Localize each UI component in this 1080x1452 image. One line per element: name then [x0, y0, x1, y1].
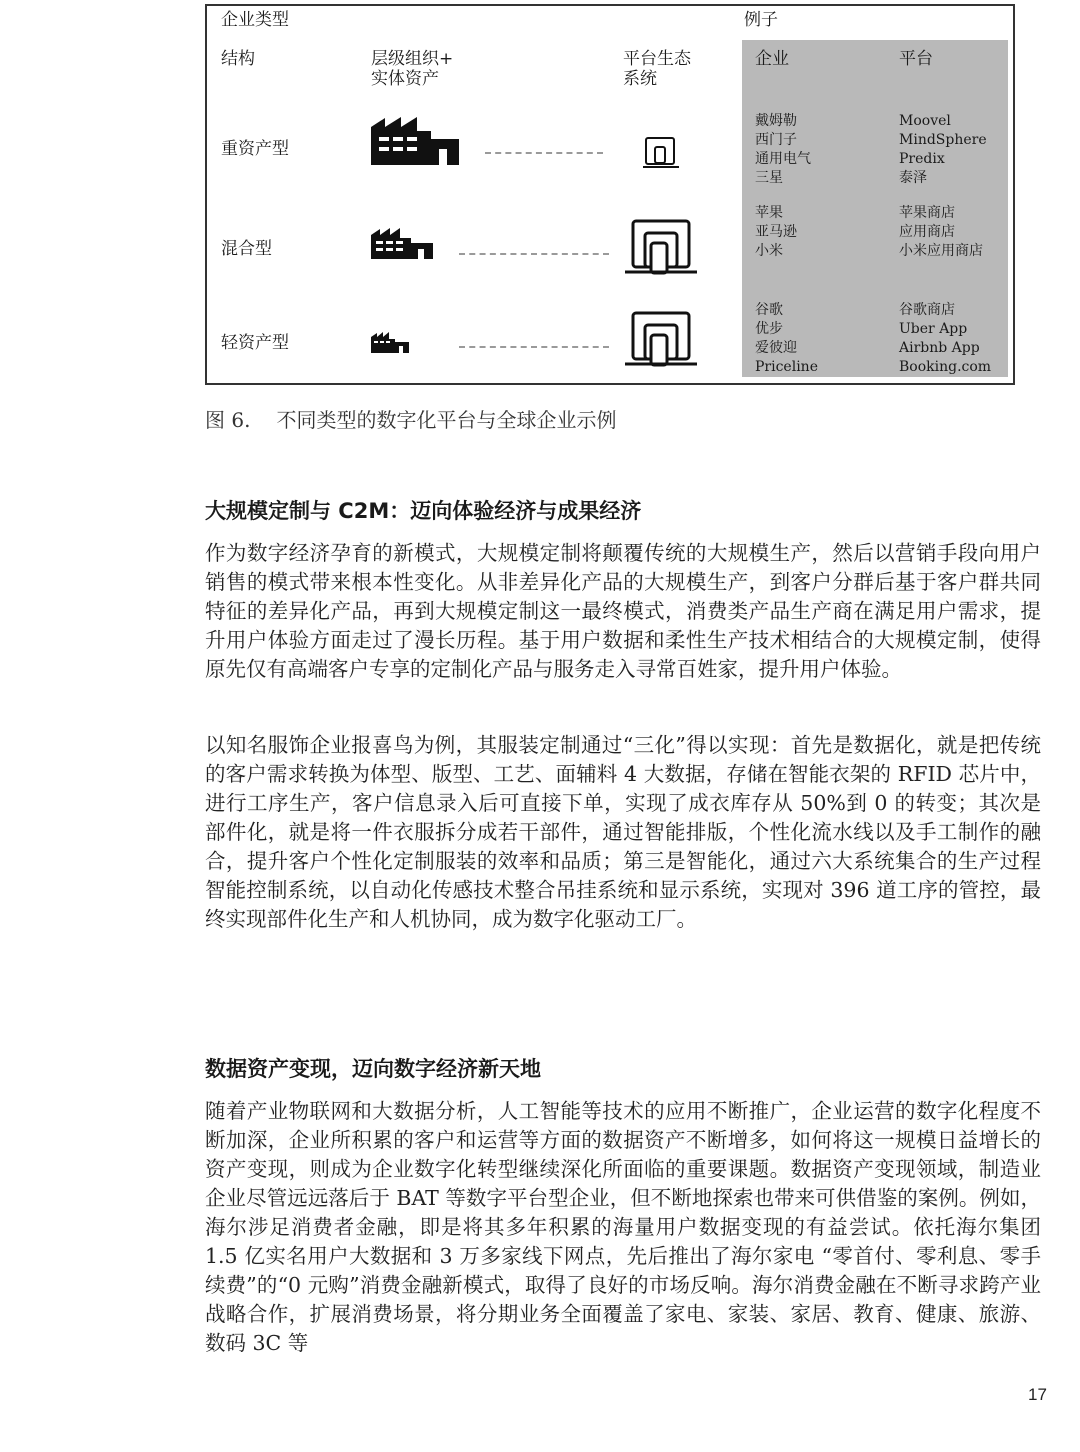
factory-icon [371, 331, 409, 353]
row-connector-dashes [459, 346, 609, 348]
examples-header: 例子 [744, 10, 778, 30]
devices-icon [625, 311, 697, 369]
platforms-hybrid: 苹果商店 应用商店 小米应用商店 [899, 205, 983, 259]
platforms-heavy: Moovel MindSphere Predix 泰泽 [899, 113, 987, 186]
companies-heavy: 戴姆勒 西门子 通用电气 三星 [755, 113, 811, 186]
devices-icon [625, 219, 697, 277]
ecosystem-column-header: 平台生态 系统 [623, 49, 691, 89]
figure-6 [205, 4, 1015, 385]
paragraph: 以知名服饰企业报喜鸟为例，其服装定制通过“三化”得以实现：首先是数据化，就是把传统的客户需求转换为体型、版型、工艺、面辅料 4 大数据，存储在智能衣架的 RFID 芯片中，进行工序生产，客户信息录入后可直接下单，实现了成衣库存从 50%到 0 的转变；其次是部件化，就是将一件衣服拆分成若干部件，通过智能排版，个性化流水线以及手工制作的融合，提升客户个性化定制服装的效率和品质；第三是智能化，通过六大系统集合的生产过程智能控制系统，以自动化传感技术整合吊挂系统和显示系统，实现对 396 道工序的管控，最终实现部件化生产和人机协同，成为数字化驱动工厂。 [205, 733, 1041, 931]
factory-icon [371, 227, 433, 259]
caption-text: 不同类型的数字化平台与全球企业示例 [276, 408, 617, 432]
caption-number: 图 6. [205, 408, 251, 432]
tablet-icon [643, 136, 681, 170]
hierarchical-column-header: 层级组织+ 实体资产 [371, 49, 454, 89]
platform-column-header: 平台 [899, 49, 933, 69]
paragraph: 作为数字经济孕育的新模式，大规模定制将颠覆传统的大规模生产，然后以营销手段向用户销售的模式带来根本性变化。从非差异化产品的大规模生产，到客户分群后基于客户群共同特征的差异化产品，再到大规模定制这一最终模式，消费类产品生产商在满足用户需求，提升用户体验方面走过了漫长历程。基于用户数据和柔性生产技术相结合的大规模定制，使得原先仅有高端客户专享的定制化产品与服务走入寻常百姓家，提升用户体验。 [205, 541, 1041, 681]
company-column-header: 企业 [755, 49, 789, 69]
factory-icon [371, 115, 459, 165]
platforms-light: 谷歌商店 Uber App Airbnb App Booking.com [899, 302, 992, 375]
structure-column-header: 结构 [221, 49, 255, 69]
companies-light: 谷歌 优步 爱彼迎 Priceline [755, 302, 818, 375]
page-number: 17 [1028, 1385, 1047, 1404]
row-connector-dashes [485, 152, 603, 154]
row-type-heavy: 重资产型 [221, 139, 289, 159]
enterprise-type-header: 企业类型 [221, 10, 289, 30]
row-type-hybrid: 混合型 [221, 239, 272, 259]
section-heading: 大规模定制与 C2M：迈向体验经济与成果经济 [205, 499, 642, 523]
section-heading: 数据资产变现，迈向数字经济新天地 [205, 1057, 541, 1081]
row-type-light: 轻资产型 [221, 333, 289, 353]
figure-caption [205, 404, 616, 433]
paragraph: 随着产业物联网和大数据分析，人工智能等技术的应用不断推广，企业运营的数字化程度不断加深，企业所积累的客户和运营等方面的数据资产不断增多，如何将这一规模日益增长的资产变现，则成为企业数字化转型继续深化所面临的重要课题。数据资产变现领域，制造业企业尽管远远落后于 BAT 等数字平台型企业，但不断地探索也带来可供借鉴的案例。例如， 海尔涉足消费者金融，即是将其多年积累的海量用户数据变现的有益尝试。依托海尔集团 1.5 亿实名用户大数据和 3 万多家线下网点，先后推出了海尔家电 “零首付、零利息、零手续费”的“0 元购”消费金融新模式，取得了良好的市场反响。海尔消费金融在不断寻求跨产业战略合作，扩展消费场景，将分期业务全面覆盖了家电、家装、家居、教育、健康、旅游、数码 3C 等 [205, 1099, 1041, 1355]
companies-hybrid: 苹果 亚马逊 小米 [755, 205, 797, 259]
row-connector-dashes [459, 253, 609, 255]
